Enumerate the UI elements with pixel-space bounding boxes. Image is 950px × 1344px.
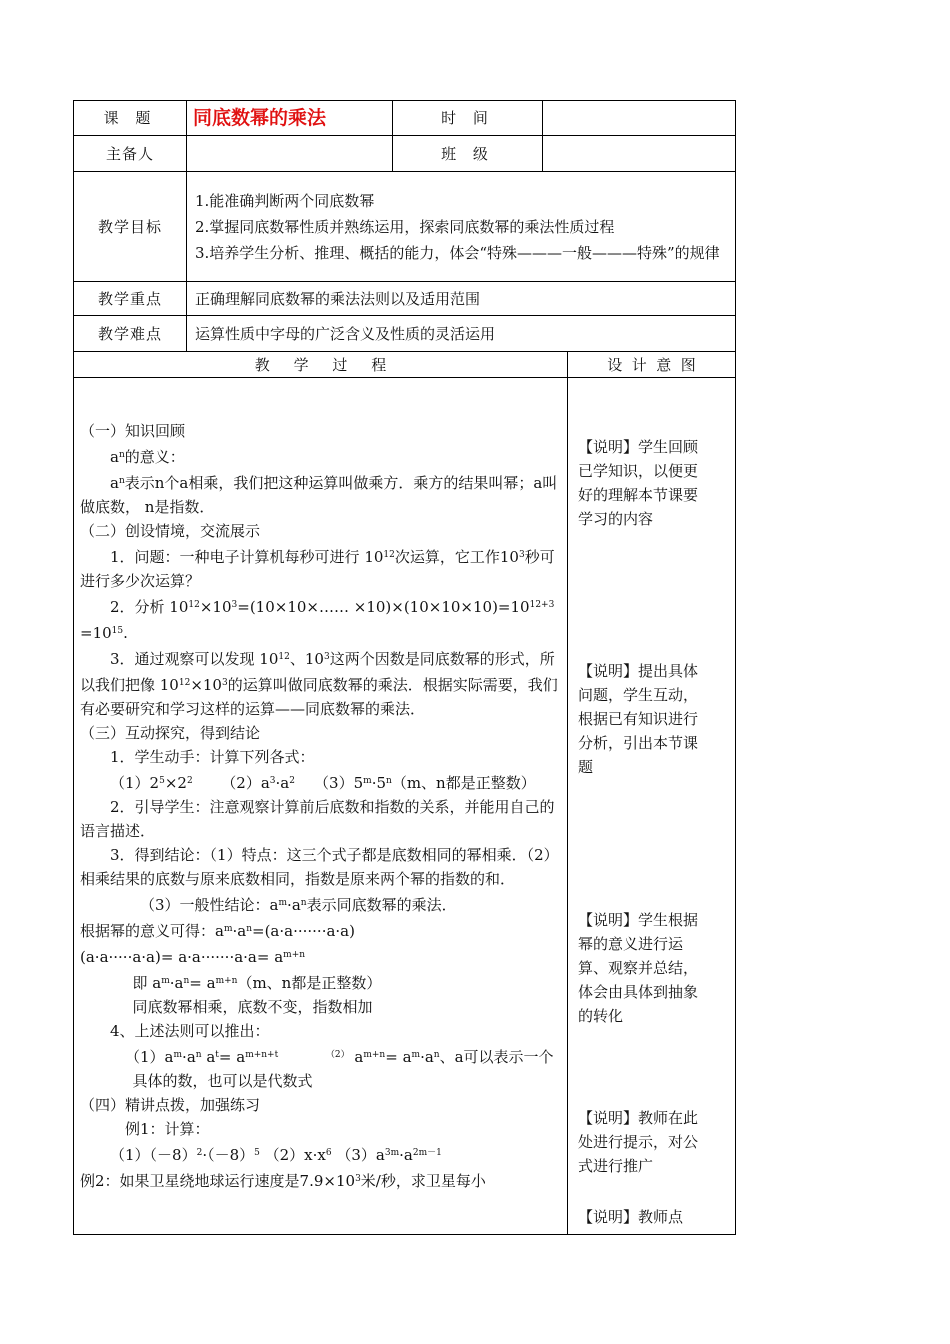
lesson-plan-table xyxy=(73,100,736,1235)
text-line: 1．学生动手：计算下列各式： xyxy=(110,748,315,766)
time-value xyxy=(543,101,736,136)
text-line: 4、上述法则可以推出： xyxy=(110,1022,270,1040)
goal-item: 1.能准确判断两个同底数幂 xyxy=(195,191,375,210)
key-point-label: 教学重点 xyxy=(74,282,187,316)
design-note: 【说明】提出具体问题，学生互动，根据已有知识进行分析，引出本节课题 xyxy=(578,662,699,776)
rule-line: 同底数幂相乘，底数不变，指数相加 xyxy=(132,998,373,1016)
process-header: 教 学 过 程 xyxy=(74,352,568,378)
text-line: 根据幂的意义可得：$a^m\cdot a^n=(a\cdot a\cdot\cdot\cdot\cdot\cdot\cdot\cdot a\cdot a)$ xyxy=(80,922,355,940)
class-label: 班 级 xyxy=(393,136,543,172)
design-notes xyxy=(568,378,736,1235)
process-content xyxy=(74,378,568,1235)
text-line: $(1)a^m\cdot a^n$ $a^t= a^{m+n+t}$ $^{(2)}$ $a^{m+n}= a^m\cdot a^n$、a可以表示一个具体的数，也可以是代数式 xyxy=(125,1048,554,1090)
text-line: （3）一般性结论：$a^m\cdot a^n$表示同底数幂的乘法． xyxy=(140,896,457,914)
time-label: 时 间 xyxy=(393,101,543,136)
section-title: （三）互动探究，得到结论 xyxy=(80,724,261,742)
difficulty-label: 教学难点 xyxy=(74,316,187,352)
topic-value xyxy=(187,101,393,136)
section-title: （一）知识回顾 xyxy=(80,422,186,440)
text-line: $(a\cdot a\cdot\cdot\cdot\cdot\cdot a\cdot a)= a\cdot a\cdot\cdot\cdot\cdot\cdot\cdot\cdot a\cdot a= a^{m+n}$ xyxy=(80,948,306,966)
goal-item: 2.掌握同底数幂性质并熟练运用，探索同底数幂的乘法性质过程 xyxy=(195,217,615,236)
text-line: 例2：如果卫星绕地球运行速度是$7.9\times 10^3$米/秒，求卫星每小 xyxy=(80,1172,486,1190)
design-note: 【说明】学生回顾已学知识，以便更好的理解本节课要学习的内容 xyxy=(578,438,699,528)
text-line: $a^n$表示n个a相乘，我们把这种运算叫做乘方．乘方的结果叫幂；a叫做底数， n是指数． xyxy=(80,474,558,516)
design-note: 【说明】教师点 xyxy=(578,1208,684,1226)
design-note: 【说明】教师在此处进行提示，对公式进行推广 xyxy=(578,1109,699,1175)
lesson-title: 同底数幂的乘法 xyxy=(193,106,327,129)
goals-list xyxy=(187,172,736,282)
key-point-value: 正确理解同底数幂的乘法法则以及适用范围 xyxy=(187,282,736,316)
goal-item: 3.培养学生分析、推理、概括的能力，体会“特殊———一般———特殊”的规律 xyxy=(195,243,720,262)
text-line: 1．问题：一种电子计算机每秒可进行 $10^{12}$次运算，它工作$10^3$秒可进行多少次运算？ xyxy=(80,548,555,590)
section-title: （四）精讲点拨，加强练习 xyxy=(80,1096,261,1114)
design-header: 设 计 意 图 xyxy=(568,352,736,378)
text-line: 3．通过观察可以发现 $10^{12}$、$10^3$这两个因数是同底数幂的形式，所以我们把像 $10^{12}\times 10^3$的运算叫做同底数幂的乘法．根据实际需要，我们有必要研究和学习这样的运算——同底数幂的乘法． xyxy=(80,650,558,718)
text-line: $(1)2^5\times 2^2$ $(2)a^3\cdot a^2$ $(3)5^m\cdot 5^n(m$、n都是正整数） xyxy=(110,774,536,792)
preparer-value xyxy=(187,136,393,172)
text-line: 2．分析 $10^{12}\times 10^3=(10\times 10\times\dots\dots \times 10)\times(10\times 10\times 10)=10^{12+3} =10^{15}$. xyxy=(80,598,555,642)
text-line: 2．引导学生：注意观察计算前后底数和指数的关系，并能用自己的语言描述． xyxy=(80,798,555,840)
class-value xyxy=(543,136,736,172)
design-note: 【说明】学生根据幂的意义进行运算、观察并总结，体会由具体到抽象的转化 xyxy=(578,911,699,1025)
goals-label: 教学目标 xyxy=(74,172,187,282)
difficulty-value: 运算性质中字母的广泛含义及性质的灵活运用 xyxy=(187,316,736,352)
formula-line: 即 $a^m\cdot a^n= a^{m+n}(m$、n都是正整数） xyxy=(132,974,382,992)
text-line: 3．得到结论：（1）特点：这三个式子都是底数相同的幂相乘．（2）相乘结果的底数与原来底数相同，指数是原来两个幂的指数的和． xyxy=(80,846,559,888)
text-line: 例1：计算： xyxy=(125,1120,210,1138)
text-line: $a^n$的意义： xyxy=(110,448,185,466)
section-title: （二）创设情境，交流展示 xyxy=(80,522,261,540)
text-line: $(1)(-8)^2\cdot(-8)^5$ $(2)x\cdot x^6$ $(3)a^{3m}\cdot a^{2m-1}$ xyxy=(110,1146,442,1164)
lesson-plan-page xyxy=(73,100,735,1234)
topic-label: 课 题 xyxy=(74,101,187,136)
preparer-label: 主备人 xyxy=(74,136,187,172)
